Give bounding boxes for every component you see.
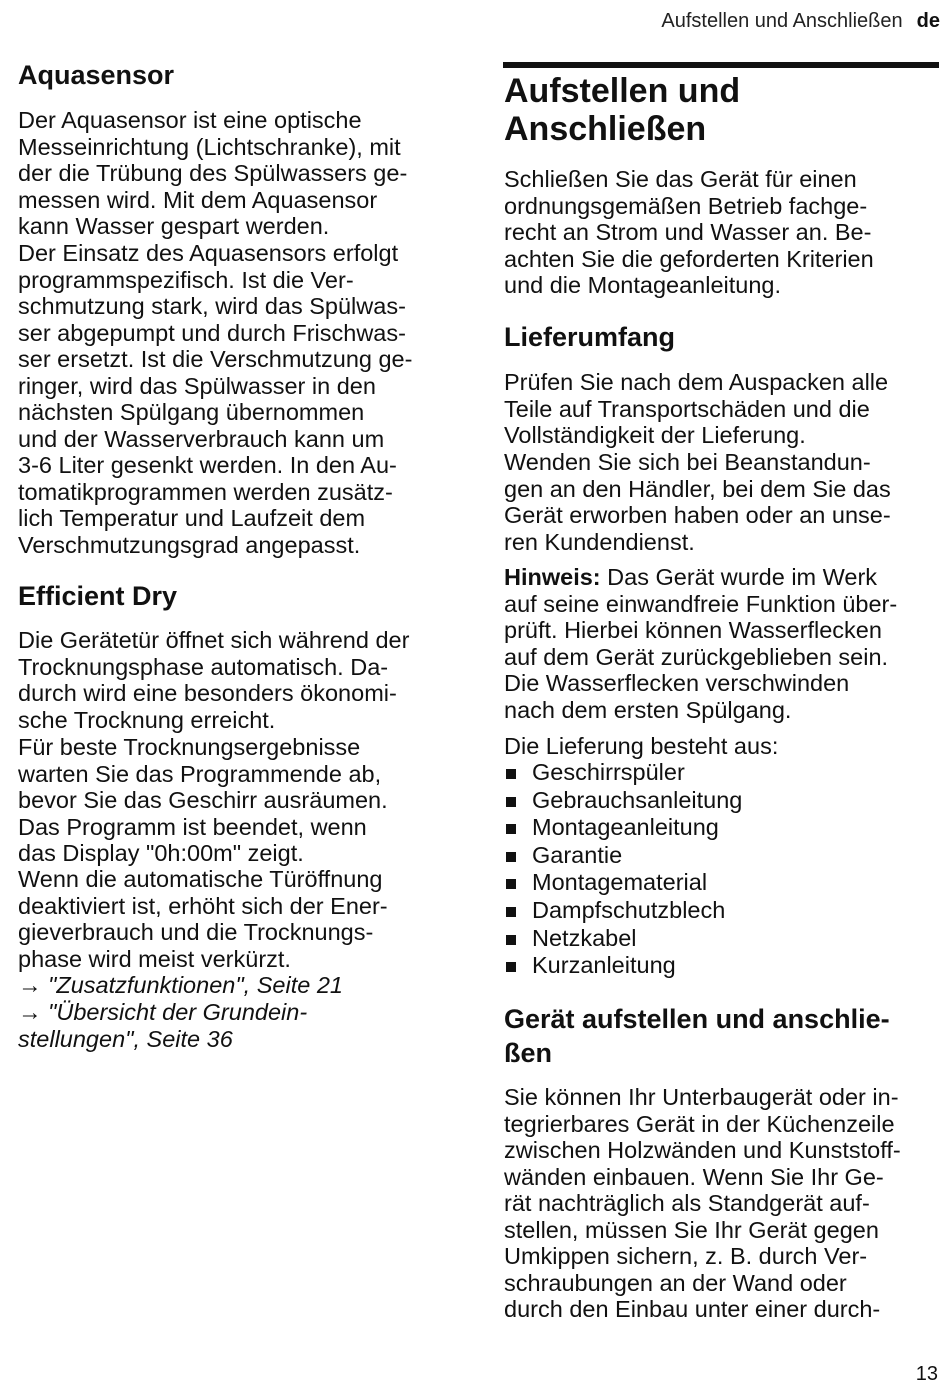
bullet-square-icon: [506, 907, 516, 917]
note-label: Hinweis:: [504, 564, 601, 590]
delivery-list: [504, 759, 742, 980]
lieferumfang-paragraph-1: Prüfen Sie nach dem Auspacken alle Teile auf Transportschäden und die Vollständigkeit der Lieferung.: [504, 369, 889, 448]
aquasensor-heading: Aquasensor: [18, 60, 175, 90]
efficient-dry-paragraph-1: Die Gerätetür öffnet sich während der Trocknungsphase automatisch. Da- durch wird eine besonders ökonomi- sche Trocknung erreicht.: [18, 627, 410, 733]
geraet-aufstellen-heading: Gerät aufstellen und anschlie- ßen: [504, 1004, 890, 1068]
lieferumfang-paragraph-2: Wenden Sie sich bei Beanstandun- gen an den Händler, bei dem Sie das Gerät erworben haben oder an unse- ren Kundendienst.: [504, 449, 891, 555]
efficient-dry-heading: Efficient Dry: [18, 581, 178, 611]
bullet-square-icon: [506, 797, 516, 807]
bullet-square-icon: [506, 962, 516, 972]
chapter-title: Aufstellen und Anschließen: [504, 72, 741, 148]
bullet-square-icon: [506, 879, 516, 889]
xref-zusatzfunktionen[interactable]: → "Zusatzfunktionen", Seite 21: [18, 972, 343, 998]
list-item: Kurzanleitung: [504, 952, 742, 980]
aquasensor-paragraph-2: Der Einsatz des Aquasensors erfolgt programmspezifisch. Ist die Ver- schmutzung stark, wird das Spülwas- ser abgepumpt und durch Frischwas- ser ersetzt. Ist die Verschmutzung ge- ringer, wird das Spülwasser in den nächsten Spülgang übernommen und der Wasserverbrauch kann um 3-6 Liter gesenkt werden. In den Au- tomatikprogrammen werden zusätz- lich Temperatur und Laufzeit dem Verschmutzungsgrad angepasst.: [18, 240, 413, 558]
list-item: Montagematerial: [504, 869, 742, 897]
chapter-intro: Schließen Sie das Gerät für einen ordnungsgemäßen Betrieb fachge- recht an Strom und Wasser an. Be- achten Sie die geforderten Kriterien und die Montageanleitung.: [504, 166, 874, 298]
page-number: 13: [915, 1363, 938, 1385]
lieferumfang-heading: Lieferumfang: [504, 322, 676, 352]
bullet-square-icon: [506, 852, 516, 862]
note-text: Das Gerät wurde im Werk auf seine einwandfreie Funktion über- prüft. Hierbei können Wasserflecken auf dem Gerät zurückgeblieben sein. Die Wasserflecken verschwinden nach dem ersten Spülgang.: [504, 564, 898, 723]
header-section-title: Aufstellen und Anschließen: [661, 10, 903, 32]
header-language: de: [916, 10, 940, 32]
efficient-dry-paragraph-2: Für beste Trocknungsergebnisse warten Sie das Programmende ab, bevor Sie das Geschirr ausräumen. Das Programm ist beendet, wenn das Display "0h:00m" zeigt.: [18, 734, 388, 866]
header-rule: [503, 62, 939, 68]
list-item: Netzkabel: [504, 925, 742, 953]
list-item: Montageanleitung: [504, 814, 742, 842]
list-item: Garantie: [504, 842, 742, 870]
geraet-aufstellen-paragraph: Sie können Ihr Unterbaugerät oder in- tegrierbares Gerät in der Küchenzeile zwischen Holzwänden und Kunststoff- wänden einbauen. Wenn Sie Ihr Ge- rät nachträglich als Standgerät auf- stellen, müssen Sie Ihr Gerät gegen Umkippen sichern, z. B. durch Ver- schraubungen an der Wand oder durch den Einbau unter einer durch-: [504, 1084, 901, 1322]
list-item: Gebrauchsanleitung: [504, 787, 742, 815]
running-header: [661, 9, 940, 33]
list-item: Dampfschutzblech: [504, 897, 742, 925]
xref-grundeinstellungen[interactable]: → "Übersicht der Grundein- stellungen", Seite 36: [18, 999, 308, 1052]
aquasensor-paragraph-1: Der Aquasensor ist eine optische Messeinrichtung (Lichtschranke), mit der die Trübung des Spülwassers ge- messen wird. Mit dem Aquasensor kann Wasser gespart werden.: [18, 107, 408, 239]
note-paragraph: [504, 564, 897, 723]
list-item: Geschirrspüler: [504, 759, 742, 787]
delivery-list-intro: Die Lieferung besteht aus:: [504, 733, 779, 759]
bullet-square-icon: [506, 824, 516, 834]
efficient-dry-paragraph-3: Wenn die automatische Türöffnung deaktiviert ist, erhöht sich der Ener- gieverbrauch und die Trocknungs- phase wird meist verkürzt.: [18, 866, 388, 972]
bullet-square-icon: [506, 935, 516, 945]
bullet-square-icon: [506, 769, 516, 779]
